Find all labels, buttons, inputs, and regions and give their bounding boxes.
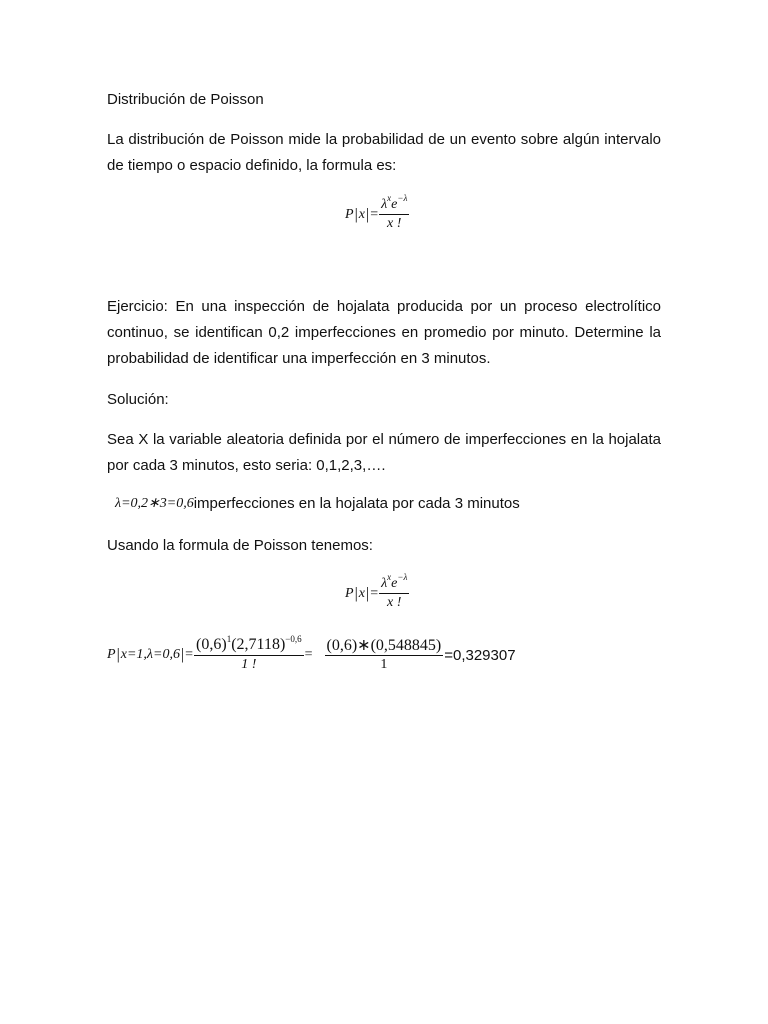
formula2-exp-x: x — [387, 572, 392, 583]
calc-den1: 1 ! — [241, 657, 257, 672]
calc-den2: 1 — [380, 656, 388, 672]
calc-num2: (0,6)∗(0,548845) — [326, 636, 442, 654]
calc-p: P — [107, 647, 116, 662]
calc-term1-exp: 1 — [226, 634, 232, 645]
lambda-text: imperfecciones en la hojalata por cada 3 minutos — [193, 495, 520, 512]
poisson-formula-repeat: P | x | = $\frac{\lambda^xe^{-\lambda}}{x !}$ — [345, 572, 408, 610]
calc-term1: (0,6) — [196, 636, 227, 653]
formula-exp-x: x — [387, 193, 392, 204]
solution-paragraph: Sea X la variable aleatoria definida por el número de imperfecciones en la hojalata por cada 3 minutos, esto seria: 0,1,2,3,…. — [107, 431, 661, 474]
solution-heading: Solución: — [107, 391, 169, 408]
formula-lambda: λ — [381, 197, 388, 212]
lambda-math: λ=0,2∗3=0,6 — [115, 496, 194, 511]
calc-lhs: x=1,λ=0,6 — [120, 647, 180, 662]
formula-exp-lambda: −λ — [397, 193, 408, 204]
calc-term2: (2,7118) — [231, 636, 286, 653]
intro-paragraph: La distribución de Poisson mide la probabilidad de un evento sobre algún intervalo de tiempo o espacio definido, la formula es: — [107, 131, 661, 174]
formula2-exp-lambda: −λ — [397, 572, 408, 583]
calc-result: =0,329307 — [444, 646, 516, 664]
formula-e: e — [391, 197, 398, 212]
formula2-denominator: x ! — [387, 595, 402, 610]
exercise-paragraph: Ejercicio: En una inspección de hojalata producida por un proceso electrolítico continuo, se identifican 0,2 imperfecciones en promedio por minuto. Determine la probabilidad de identificar una imperfección en 3 minutos. — [107, 298, 661, 367]
using-formula-text: Usando la formula de Poisson tenemos: — [107, 537, 373, 554]
formula-x: x — [358, 206, 365, 222]
poisson-formula: P | x | = $\frac{\lambda^xe^{-\lambda}}{x !}$ — [345, 193, 408, 231]
document-title: Distribución de Poisson — [107, 91, 264, 108]
formula2-p: P — [345, 585, 354, 601]
calculation-line: P | x=1,λ=0,6 | = $\frac{(0,6)^1(2,7118)^{-0,6}}{1 !}$ = $\frac{(0,6)∗(0,548845)}{1}$ =0,329307 — [107, 634, 516, 672]
formula-p: P — [345, 206, 354, 222]
formula2-x: x — [358, 585, 365, 601]
formula2-e: e — [391, 576, 398, 591]
lambda-line — [115, 495, 520, 512]
calc-term2-exp: −0,6 — [285, 634, 302, 645]
formula2-lambda: λ — [381, 576, 388, 591]
formula-denominator: x ! — [387, 216, 402, 231]
